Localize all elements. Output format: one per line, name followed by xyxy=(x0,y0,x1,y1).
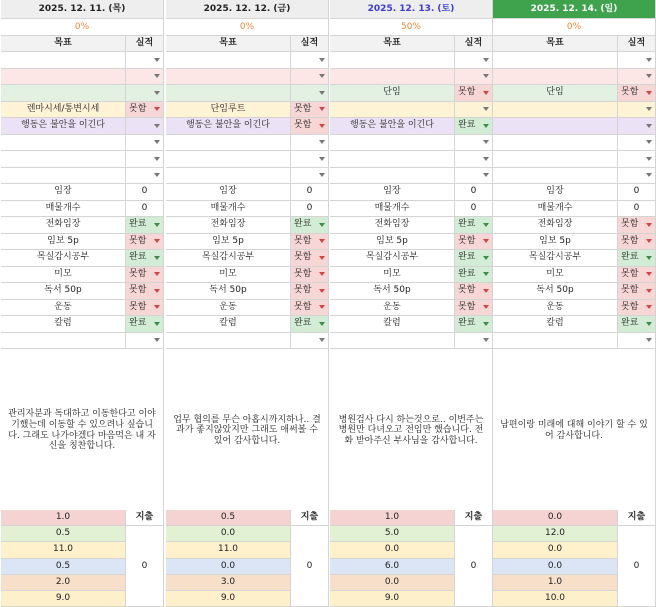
result-cell[interactable]: 못함 xyxy=(126,234,164,251)
chevron-down-icon[interactable] xyxy=(319,256,325,260)
goal-column-header: 목표 xyxy=(166,36,291,52)
chevron-down-icon[interactable] xyxy=(483,140,489,144)
result-cell[interactable]: 못함 xyxy=(618,234,656,251)
result-cell[interactable] xyxy=(126,52,164,69)
chevron-down-icon[interactable] xyxy=(319,58,325,62)
goal-cell[interactable] xyxy=(1,69,126,86)
chevron-down-icon[interactable] xyxy=(319,157,325,161)
result-cell[interactable]: 못함 xyxy=(618,300,656,317)
goal-cell[interactable] xyxy=(493,333,618,350)
goal-cell[interactable]: 전화임장 xyxy=(1,217,126,234)
goal-cell[interactable]: 칼럼 xyxy=(493,316,618,333)
chevron-down-icon[interactable] xyxy=(154,289,160,293)
result-cell[interactable] xyxy=(455,52,493,69)
chevron-down-icon[interactable] xyxy=(646,58,652,62)
chevron-down-icon[interactable] xyxy=(483,256,489,260)
spend-label: 지출 xyxy=(455,510,493,526)
chevron-down-icon[interactable] xyxy=(483,239,489,243)
chevron-down-icon[interactable] xyxy=(483,157,489,161)
result-cell[interactable] xyxy=(291,135,329,152)
goal-cell[interactable]: 운동 xyxy=(1,300,126,317)
result-cell[interactable] xyxy=(291,69,329,86)
result-cell[interactable] xyxy=(291,151,329,168)
goal-cell[interactable] xyxy=(330,135,455,152)
goal-cell[interactable] xyxy=(166,135,291,152)
goal-cell[interactable] xyxy=(1,85,126,102)
chevron-down-icon[interactable] xyxy=(154,223,160,227)
goal-cell[interactable] xyxy=(493,168,618,185)
goal-cell[interactable]: 미모 xyxy=(166,267,291,284)
result-cell[interactable] xyxy=(455,135,493,152)
goal-cell[interactable] xyxy=(166,52,291,69)
result-cell[interactable]: 못함 xyxy=(618,267,656,284)
goal-cell[interactable] xyxy=(330,168,455,185)
result-cell[interactable]: 완료 xyxy=(126,250,164,267)
date-header: 2025. 12. 13. (토) xyxy=(330,0,493,19)
goal-cell[interactable]: 임보 5p xyxy=(166,234,291,251)
goal-cell[interactable]: 독서 50p xyxy=(166,283,291,300)
chevron-down-icon[interactable] xyxy=(646,289,652,293)
progress-percent: 0% xyxy=(493,19,656,36)
result-cell[interactable]: 0 xyxy=(618,184,656,201)
result-cell[interactable]: 못함 xyxy=(455,300,493,317)
result-cell[interactable]: 못함 xyxy=(291,102,329,119)
day-column xyxy=(166,0,329,607)
goal-cell[interactable]: 목실감시공부 xyxy=(166,250,291,267)
result-cell[interactable]: 완료 xyxy=(126,316,164,333)
goal-cell[interactable] xyxy=(493,118,618,135)
progress-percent: 50% xyxy=(330,19,493,36)
result-cell[interactable] xyxy=(126,135,164,152)
goal-cell[interactable] xyxy=(330,52,455,69)
result-cell[interactable]: 완료 xyxy=(618,250,656,267)
chevron-down-icon[interactable] xyxy=(483,305,489,309)
goal-cell[interactable] xyxy=(493,102,618,119)
result-cell[interactable] xyxy=(291,85,329,102)
result-cell[interactable] xyxy=(618,118,656,135)
chevron-down-icon[interactable] xyxy=(483,124,489,128)
result-cell[interactable]: 완료 xyxy=(291,217,329,234)
result-cell[interactable] xyxy=(618,102,656,119)
goal-cell[interactable] xyxy=(493,69,618,86)
spend-value[interactable]: 0.0 xyxy=(166,526,291,542)
goal-cell[interactable]: 칼럼 xyxy=(166,316,291,333)
date-header: 2025. 12. 11. (목) xyxy=(1,0,164,19)
chevron-down-icon[interactable] xyxy=(646,124,652,128)
spend-total: 0 xyxy=(126,526,164,607)
spend-label: 지출 xyxy=(291,510,329,526)
chevron-down-icon[interactable] xyxy=(154,256,160,260)
goal-cell[interactable]: 임보 5p xyxy=(493,234,618,251)
chevron-down-icon[interactable] xyxy=(646,91,652,95)
chevron-down-icon[interactable] xyxy=(483,91,489,95)
goal-cell[interactable]: 임보 5p xyxy=(330,234,455,251)
result-cell[interactable]: 완료 xyxy=(291,316,329,333)
result-cell[interactable] xyxy=(291,333,329,350)
result-cell[interactable]: 못함 xyxy=(291,250,329,267)
result-cell[interactable]: 0 xyxy=(126,201,164,218)
goal-cell[interactable]: 미모 xyxy=(330,267,455,284)
goal-cell[interactable]: 운동 xyxy=(166,300,291,317)
chevron-down-icon[interactable] xyxy=(646,322,652,326)
goal-cell[interactable] xyxy=(166,168,291,185)
chevron-down-icon[interactable] xyxy=(483,74,489,78)
result-cell[interactable]: 0 xyxy=(455,184,493,201)
spend-value[interactable]: 1.0 xyxy=(493,575,618,591)
result-cell[interactable]: 못함 xyxy=(455,85,493,102)
goal-cell[interactable]: 칼럼 xyxy=(330,316,455,333)
goal-cell[interactable] xyxy=(330,151,455,168)
result-column-header: 실적 xyxy=(126,36,164,52)
spend-value[interactable]: 10.0 xyxy=(493,591,618,607)
goal-cell[interactable] xyxy=(1,333,126,350)
goal-cell[interactable]: 운동 xyxy=(330,300,455,317)
date-header: 2025. 12. 14. (일) xyxy=(493,0,656,19)
goal-cell[interactable]: 매물개수 xyxy=(166,201,291,218)
goal-cell[interactable] xyxy=(330,333,455,350)
result-cell[interactable]: 완료 xyxy=(455,118,493,135)
spend-value[interactable]: 9.0 xyxy=(330,591,455,607)
goal-cell[interactable] xyxy=(166,151,291,168)
result-cell[interactable] xyxy=(455,69,493,86)
result-cell[interactable] xyxy=(291,168,329,185)
chevron-down-icon[interactable] xyxy=(646,157,652,161)
result-cell[interactable]: 0 xyxy=(455,201,493,218)
chevron-down-icon[interactable] xyxy=(319,223,325,227)
chevron-down-icon[interactable] xyxy=(646,256,652,260)
day-column xyxy=(330,0,493,607)
goal-cell[interactable]: 전화임장 xyxy=(330,217,455,234)
goal-cell[interactable]: 미모 xyxy=(493,267,618,284)
goal-cell[interactable]: 목실감시공부 xyxy=(1,250,126,267)
chevron-down-icon[interactable] xyxy=(319,107,325,111)
result-cell[interactable]: 완료 xyxy=(126,217,164,234)
chevron-down-icon[interactable] xyxy=(319,173,325,177)
result-column-header: 실적 xyxy=(618,36,656,52)
chevron-down-icon[interactable] xyxy=(154,305,160,309)
goal-cell[interactable]: 단임루트 xyxy=(166,102,291,119)
chevron-down-icon[interactable] xyxy=(154,173,160,177)
spend-value[interactable]: 6.0 xyxy=(330,559,455,575)
goal-cell[interactable]: 행동은 불안을 이긴다 xyxy=(1,118,126,135)
result-cell[interactable] xyxy=(455,151,493,168)
result-cell[interactable]: 못함 xyxy=(455,283,493,300)
goal-cell[interactable]: 렌마시세/통변시세 xyxy=(1,102,126,119)
result-cell[interactable] xyxy=(126,168,164,185)
goal-cell[interactable]: 독서 50p xyxy=(493,283,618,300)
result-column-header: 실적 xyxy=(455,36,493,52)
result-cell[interactable]: 완료 xyxy=(618,316,656,333)
goal-cell[interactable] xyxy=(330,69,455,86)
spend-label: 지출 xyxy=(618,510,656,526)
goal-cell[interactable]: 목실감시공부 xyxy=(330,250,455,267)
result-cell[interactable]: 0 xyxy=(291,201,329,218)
chevron-down-icon[interactable] xyxy=(483,173,489,177)
spend-value[interactable]: 0.0 xyxy=(330,542,455,558)
chevron-down-icon[interactable] xyxy=(646,305,652,309)
goal-cell[interactable]: 임장 xyxy=(166,184,291,201)
goal-cell[interactable] xyxy=(166,333,291,350)
goal-cell[interactable]: 독서 50p xyxy=(330,283,455,300)
chevron-down-icon[interactable] xyxy=(319,91,325,95)
chevron-down-icon[interactable] xyxy=(154,74,160,78)
result-cell[interactable]: 못함 xyxy=(126,102,164,119)
spend-value[interactable]: 0.5 xyxy=(1,526,126,542)
result-cell[interactable]: 0 xyxy=(126,184,164,201)
chevron-down-icon[interactable] xyxy=(319,338,325,342)
result-cell[interactable]: 완료 xyxy=(455,316,493,333)
chevron-down-icon[interactable] xyxy=(319,124,325,128)
chevron-down-icon[interactable] xyxy=(483,289,489,293)
spend-value[interactable]: 0.0 xyxy=(330,575,455,591)
chevron-down-icon[interactable] xyxy=(646,272,652,276)
result-cell[interactable] xyxy=(618,135,656,152)
goal-cell[interactable] xyxy=(330,102,455,119)
result-cell[interactable]: 못함 xyxy=(455,234,493,251)
spend-label: 지출 xyxy=(126,510,164,526)
chevron-down-icon[interactable] xyxy=(646,173,652,177)
spend-value[interactable]: 9.0 xyxy=(1,591,126,607)
chevron-down-icon[interactable] xyxy=(319,140,325,144)
daily-memo[interactable]: 업무 협의를 무슨 아홉시까지하나.. 결과가 좋지않았지만 그래도 애써볼 수 있어 감사합니다. xyxy=(166,349,329,513)
goal-cell[interactable]: 미모 xyxy=(1,267,126,284)
daily-memo[interactable]: 관리자분과 독대하고 이동한다고 이야기했는데 이동할 수 있으려나 싶습니다. 그래도 나가야겠다 마음먹은 내 자신을 칭찬합니다. xyxy=(1,349,164,513)
spend-value[interactable]: 11.0 xyxy=(166,542,291,558)
spend-total: 0 xyxy=(455,526,493,607)
result-cell[interactable] xyxy=(291,52,329,69)
goal-cell[interactable] xyxy=(493,151,618,168)
spend-value[interactable]: 0.0 xyxy=(493,559,618,575)
goal-cell[interactable]: 운동 xyxy=(493,300,618,317)
result-cell[interactable]: 못함 xyxy=(126,283,164,300)
chevron-down-icon[interactable] xyxy=(646,107,652,111)
result-cell[interactable]: 못함 xyxy=(291,267,329,284)
goal-cell[interactable]: 매물개수 xyxy=(330,201,455,218)
result-cell[interactable]: 못함 xyxy=(126,267,164,284)
chevron-down-icon[interactable] xyxy=(154,91,160,95)
result-cell[interactable] xyxy=(126,333,164,350)
goal-cell[interactable] xyxy=(1,151,126,168)
goal-cell[interactable] xyxy=(1,168,126,185)
result-cell[interactable]: 못함 xyxy=(291,118,329,135)
goal-column-header: 목표 xyxy=(493,36,618,52)
result-cell[interactable]: 못함 xyxy=(618,217,656,234)
goal-column-header: 목표 xyxy=(330,36,455,52)
chevron-down-icon[interactable] xyxy=(154,140,160,144)
spend-value[interactable]: 0.0 xyxy=(166,559,291,575)
result-cell[interactable] xyxy=(126,151,164,168)
chevron-down-icon[interactable] xyxy=(483,322,489,326)
daily-memo[interactable]: 남편이랑 미래에 대해 이야기 할 수 있어 감사합니다. xyxy=(493,349,656,513)
result-cell[interactable] xyxy=(618,168,656,185)
chevron-down-icon[interactable] xyxy=(319,272,325,276)
chevron-down-icon[interactable] xyxy=(646,74,652,78)
chevron-down-icon[interactable] xyxy=(154,338,160,342)
goal-cell[interactable]: 칼럼 xyxy=(1,316,126,333)
goal-cell[interactable]: 임장 xyxy=(330,184,455,201)
chevron-down-icon[interactable] xyxy=(319,322,325,326)
result-cell[interactable] xyxy=(126,118,164,135)
goal-cell[interactable]: 단임 xyxy=(330,85,455,102)
chevron-down-icon[interactable] xyxy=(646,223,652,227)
goal-column-header: 목표 xyxy=(1,36,126,52)
chevron-down-icon[interactable] xyxy=(154,157,160,161)
spend-total: 0 xyxy=(618,526,656,607)
goal-cell[interactable]: 목실감시공부 xyxy=(493,250,618,267)
spend-value[interactable]: 11.0 xyxy=(1,542,126,558)
goal-cell[interactable]: 행동은 불안을 이긴다 xyxy=(330,118,455,135)
result-cell[interactable] xyxy=(126,69,164,86)
chevron-down-icon[interactable] xyxy=(154,124,160,128)
goal-cell[interactable] xyxy=(166,69,291,86)
chevron-down-icon[interactable] xyxy=(483,58,489,62)
date-header: 2025. 12. 12. (금) xyxy=(166,0,329,19)
chevron-down-icon[interactable] xyxy=(646,140,652,144)
goal-cell[interactable]: 전화임장 xyxy=(493,217,618,234)
goal-cell[interactable]: 임장 xyxy=(1,184,126,201)
spend-value[interactable]: 2.0 xyxy=(1,575,126,591)
chevron-down-icon[interactable] xyxy=(483,272,489,276)
result-cell[interactable]: 0 xyxy=(291,184,329,201)
chevron-down-icon[interactable] xyxy=(483,338,489,342)
goal-cell[interactable] xyxy=(493,135,618,152)
spend-total: 0 xyxy=(291,526,329,607)
result-cell[interactable]: 못함 xyxy=(291,300,329,317)
goal-cell[interactable] xyxy=(1,135,126,152)
goal-cell[interactable]: 매물개수 xyxy=(493,201,618,218)
result-column-header: 실적 xyxy=(291,36,329,52)
spend-value[interactable]: 3.0 xyxy=(166,575,291,591)
spend-value[interactable]: 0.5 xyxy=(1,559,126,575)
result-cell[interactable] xyxy=(618,151,656,168)
chevron-down-icon[interactable] xyxy=(154,107,160,111)
spend-value[interactable]: 1.0 xyxy=(1,510,126,526)
spend-value[interactable]: 0.0 xyxy=(493,542,618,558)
result-cell[interactable] xyxy=(618,52,656,69)
result-cell[interactable]: 0 xyxy=(618,201,656,218)
goal-cell[interactable]: 단임 xyxy=(493,85,618,102)
result-cell[interactable]: 못함 xyxy=(126,300,164,317)
result-cell[interactable]: 못함 xyxy=(618,85,656,102)
chevron-down-icon[interactable] xyxy=(319,305,325,309)
progress-percent: 0% xyxy=(1,19,164,36)
goal-cell[interactable] xyxy=(493,52,618,69)
goal-cell[interactable]: 임장 xyxy=(493,184,618,201)
goal-cell[interactable] xyxy=(1,52,126,69)
chevron-down-icon[interactable] xyxy=(483,223,489,227)
result-cell[interactable] xyxy=(618,69,656,86)
chevron-down-icon[interactable] xyxy=(319,239,325,243)
daily-memo[interactable]: 병원검사 다시 하는것으로.. 이번주는 병원만 다녀오고 전임만 했습니다. 전화 받아주신 부사님을 감사합니다. xyxy=(330,349,493,513)
result-cell[interactable] xyxy=(618,333,656,350)
chevron-down-icon[interactable] xyxy=(646,239,652,243)
goal-cell[interactable] xyxy=(166,85,291,102)
day-column xyxy=(1,0,164,607)
goal-cell[interactable]: 행동은 불안을 이긴다 xyxy=(166,118,291,135)
goal-cell[interactable]: 매물개수 xyxy=(1,201,126,218)
chevron-down-icon[interactable] xyxy=(646,338,652,342)
result-cell[interactable] xyxy=(126,85,164,102)
spend-value[interactable]: 0.5 xyxy=(166,510,291,526)
result-cell[interactable]: 완료 xyxy=(455,217,493,234)
chevron-down-icon[interactable] xyxy=(154,272,160,276)
result-cell[interactable]: 못함 xyxy=(291,283,329,300)
result-cell[interactable] xyxy=(455,102,493,119)
chevron-down-icon[interactable] xyxy=(319,74,325,78)
day-column xyxy=(493,0,656,607)
chevron-down-icon[interactable] xyxy=(483,107,489,111)
result-cell[interactable]: 못함 xyxy=(291,234,329,251)
goal-cell[interactable]: 임보 5p xyxy=(1,234,126,251)
chevron-down-icon[interactable] xyxy=(154,322,160,326)
progress-percent: 0% xyxy=(166,19,329,36)
spend-value[interactable]: 9.0 xyxy=(166,591,291,607)
result-cell[interactable]: 완료 xyxy=(455,267,493,284)
result-cell[interactable] xyxy=(455,168,493,185)
spend-value[interactable]: 12.0 xyxy=(493,526,618,542)
goal-cell[interactable]: 전화임장 xyxy=(166,217,291,234)
spend-value[interactable]: 5.0 xyxy=(330,526,455,542)
chevron-down-icon[interactable] xyxy=(154,239,160,243)
result-cell[interactable]: 못함 xyxy=(618,283,656,300)
result-cell[interactable] xyxy=(455,333,493,350)
spend-value[interactable]: 1.0 xyxy=(330,510,455,526)
chevron-down-icon[interactable] xyxy=(154,58,160,62)
goal-cell[interactable]: 독서 50p xyxy=(1,283,126,300)
result-cell[interactable]: 완료 xyxy=(455,250,493,267)
spend-value[interactable]: 0.0 xyxy=(493,510,618,526)
chevron-down-icon[interactable] xyxy=(319,289,325,293)
